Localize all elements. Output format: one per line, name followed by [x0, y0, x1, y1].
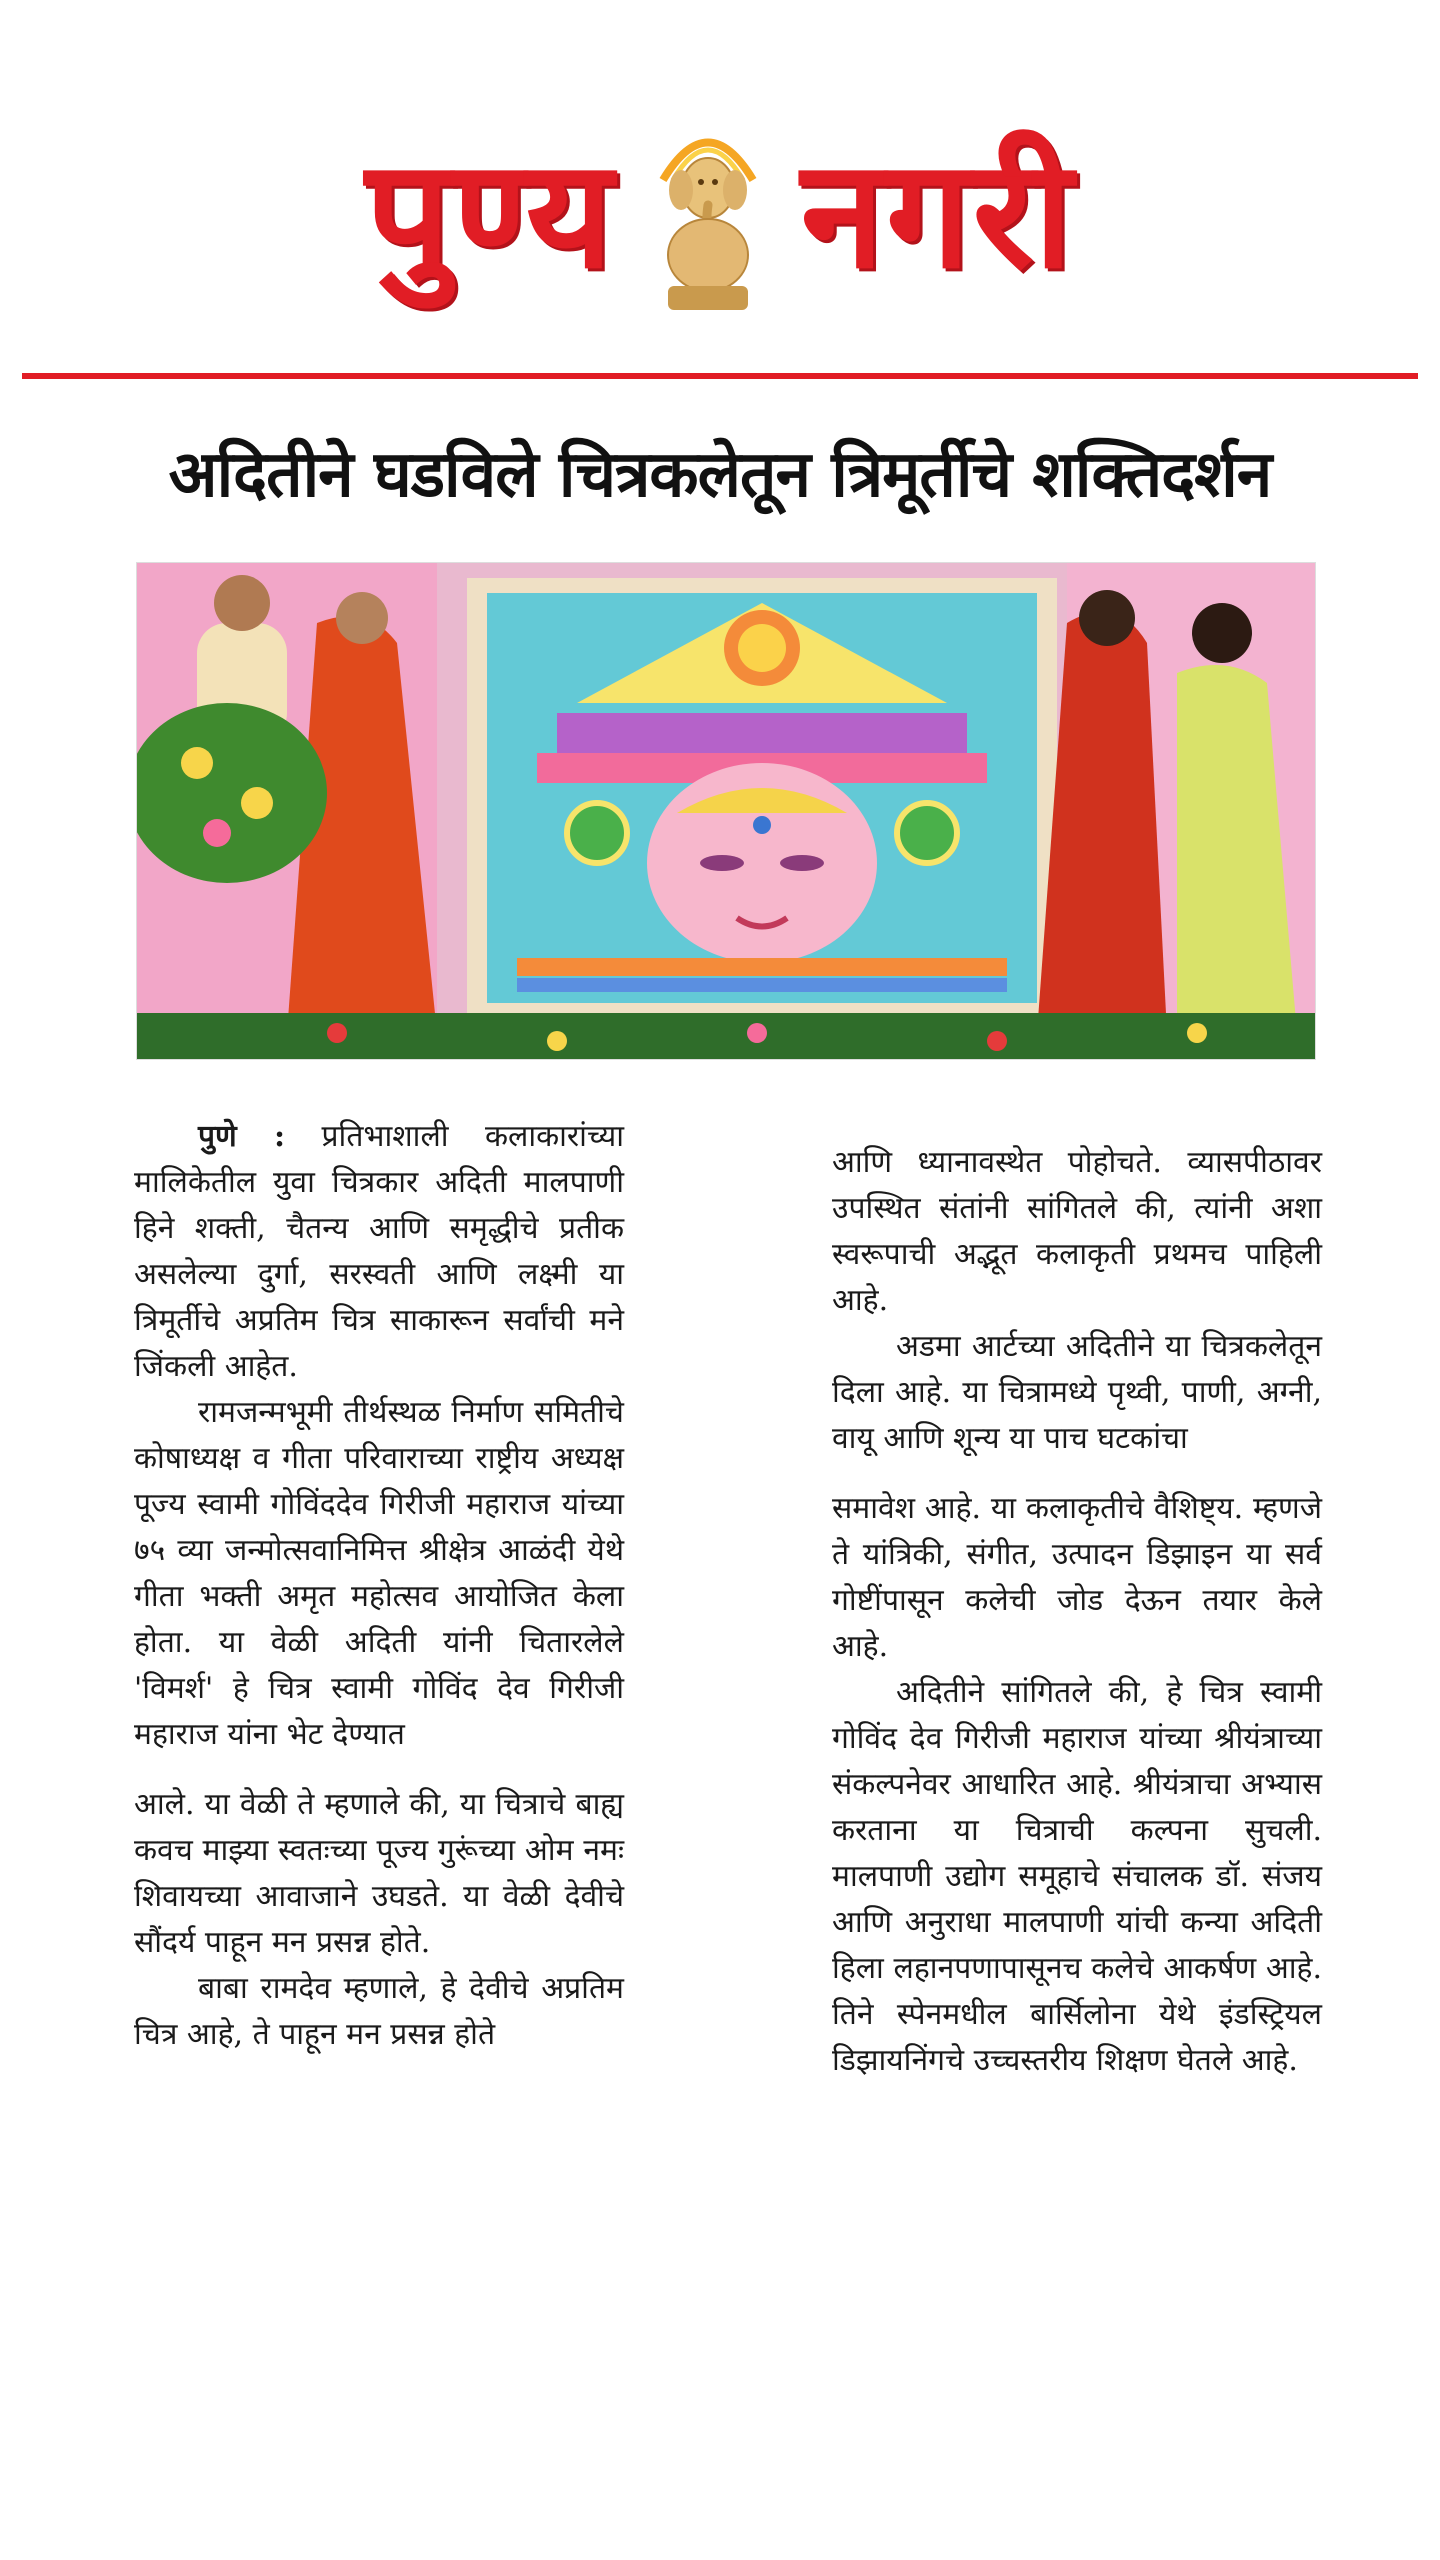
article-paragraph: आले. या वेळी ते म्हणाले की, या चित्राचे बाह्य कवच माझ्या स्वतःच्या पूज्य गुरूंच्या ओम नमः शिवायच्या आवाजाने उघडते. या वेळी देवीचे सौंदर्य पाहून मन प्रसन्न होते.: [134, 1787, 624, 1960]
brand-name-right: नगरी: [800, 128, 1075, 302]
ganesha-idol-icon: [643, 110, 773, 320]
article-headline: अदितीने घडविले चित्रकलेतून त्रिमूर्तीचे शक्तिदर्शन: [168, 438, 1272, 512]
article-column-right: [832, 1140, 1322, 2084]
artwork-unveiling-photo: [136, 562, 1316, 1060]
masthead: [0, 80, 1440, 350]
article-paragraph: अडमा आर्टच्या अदितीने या चित्रकलेतून दिला आहे. या चित्रामध्ये पृथ्वी, पाणी, अग्नी, वायू आणि शून्य या पाच घटकांचा: [832, 1329, 1322, 1456]
article-paragraph: अदितीने सांगितले की, हे चित्र स्वामी गोविंद देव गिरीजी महाराज यांच्या श्रीयंत्राच्या संकल्पनेवर आधारित आहे. श्रीयंत्राचा अभ्यास करताना या चित्राची कल्पना सुचली. मालपाणी उद्योग समूहाचे संचालक डॉ. संजय आणि अनुराधा मालपाणी यांची कन्या अदिती हिला लहानपणापासूनच कलेचे आकर्षण आहे. तिने स्पेनमधील बार्सिलोना येथे इंडस्ट्रियल डिझायनिंगचे उच्चस्तरीय शिक्षण घेतले आहे.: [832, 1675, 1322, 2078]
article-paragraph: समावेश आहे. या कलाकृतीचे वैशिष्ट्य. म्हणजे ते यांत्रिकी, संगीत, उत्पादन डिझाइन या सर्व गोष्टींपासून कलेची जोड देऊन तयार केले आहे.: [832, 1491, 1322, 1664]
article-paragraph: रामजन्मभूमी तीर्थस्थळ निर्माण समितीचे कोषाध्यक्ष व गीता परिवाराच्या राष्ट्रीय अध्यक्ष पूज्य स्वामी गोविंददेव गिरीजी महाराज यांच्या ७५ व्या जन्मोत्सवानिमित्त श्रीक्षेत्र आळंदी येथे गीता भक्ती अमृत महोत्सव आयोजित केला होता. या वेळी अदिती यांनी चितारलेले 'विमर्श' हे चित्र स्वामी गोविंद देव गिरीजी महाराज यांना भेट देण्यात: [134, 1395, 624, 1752]
masthead-divider: [22, 373, 1418, 379]
brand-name-left: पुण्य: [365, 128, 615, 302]
article-paragraph: आणि ध्यानावस्थेत पोहोचते. व्यासपीठावर उपस्थित संतांनी सांगितले की, त्यांनी अशा स्वरूपाची अद्भूत कलाकृती प्रथमच पाहिली आहे.: [832, 1145, 1322, 1318]
article-paragraph: बाबा रामदेव म्हणाले, हे देवीचे अप्रतिम चित्र आहे, ते पाहून मन प्रसन्न होते: [134, 1971, 624, 2052]
dateline: पुणे :: [198, 1119, 286, 1154]
article-column-left: [134, 1114, 624, 2058]
article-paragraph: पुणे : प्रतिभाशाली कलाकारांच्या मालिकेतील युवा चित्रकार अदिती मालपाणी हिने शक्ती, चैतन्य आणि समृद्धीचे प्रतीक असलेल्या दुर्गा, सरस्वती आणि लक्ष्मी या त्रिमूर्तीचे अप्रतिम चित्र साकारून सर्वांची मने जिंकली आहेत.: [134, 1119, 624, 1384]
